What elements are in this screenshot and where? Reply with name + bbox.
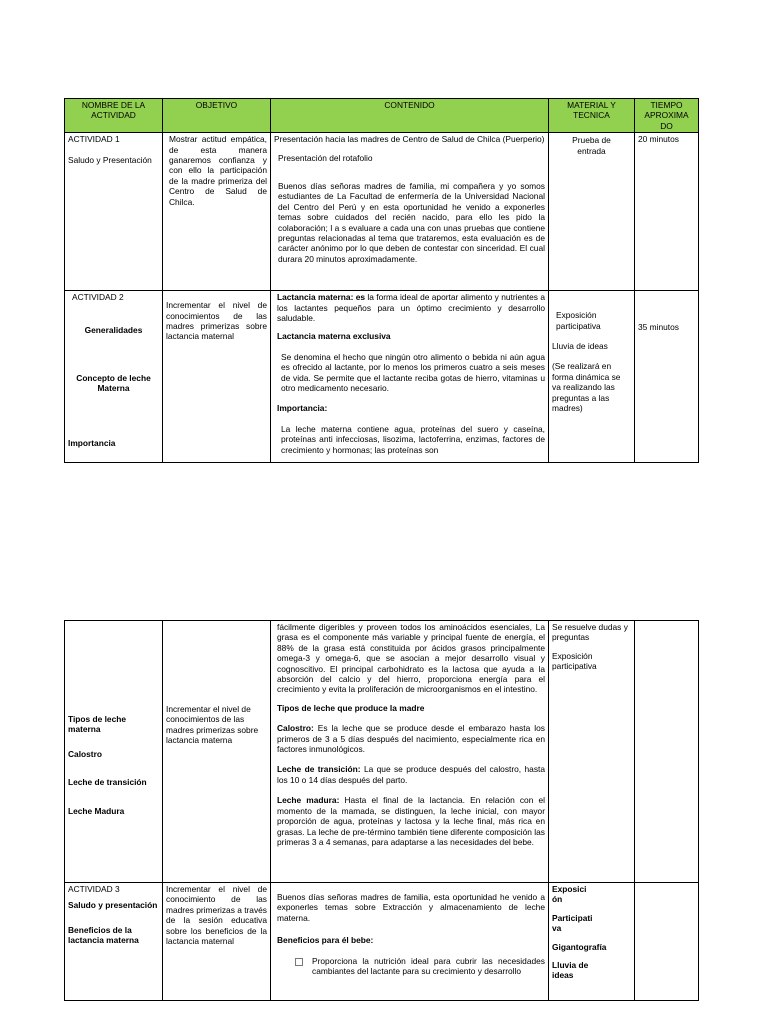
time-cell: 20 minutos — [635, 133, 699, 291]
content-paragraph: La leche materna contiene agua, proteínas del suero y caseína, proteínas anti infecciosas, lisozima, lactoferrina, enzimas, factores de crecimiento y hormonas; las proteínas son — [281, 423, 545, 455]
content-heading: Importancia: — [277, 403, 328, 414]
table-row — [65, 621, 699, 883]
time-cell — [635, 291, 699, 463]
topic-label: Calostro — [68, 748, 102, 759]
content-paragraph: fácilmente digeribles y proveen todos los aminoácidos esenciales, La grasa es el componente más variable y principal fuente de energía, el 88% de la grasa está constituida por ácidos grasos principalmente omega-3 y omega-6, que se asocian a mejor desarrollo visual y cognoscitivo. El principal carbohidrato es la lactosa que ayuda a la absorción del calcio y del hierro, proporciona energía para el crecimiento y evita la proliferación de microorganismos en el intestino. — [277, 622, 545, 695]
material-cell — [549, 883, 635, 1001]
content-cell — [271, 133, 549, 291]
content-bold: Leche de transición: — [277, 764, 361, 775]
topic-label: Importancia — [68, 437, 116, 448]
content-paragraph: Se denomina el hecho que ningún otro alimento o bebida ni aún agua es ofrecido al lactante, por lo menos los primeros cuatro a seis meses de vida. Se permite que el lactante reciba gotas de hierro, vitaminas u otro medicamento necesario. — [281, 351, 545, 394]
content-text: La que se produce después del calostro, hasta los 10 o 14 días después del parto. — [277, 764, 545, 785]
material-item: Gigantografía — [552, 941, 607, 952]
activity-label: ACTIVIDAD 3 — [68, 884, 120, 894]
topic-label: Concepto de leche Materna — [76, 373, 151, 394]
topic-label: Tipos de leche materna — [68, 714, 127, 735]
content-cell — [271, 621, 549, 883]
content-paragraph — [277, 723, 545, 754]
material-cell — [549, 621, 635, 883]
time-value: 35 minutos — [638, 322, 679, 333]
content-cell — [271, 883, 549, 1001]
time-cell — [635, 883, 699, 1001]
activity-cell — [65, 133, 163, 291]
content-bold: Calostro: — [277, 723, 314, 734]
material-item: Lluvia de ideas — [552, 341, 608, 352]
bullet-item — [277, 956, 545, 977]
material-cell: Prueba de entrada — [549, 133, 635, 291]
material-item: Participati va — [552, 912, 593, 934]
header-content: CONTENIDO — [271, 99, 549, 133]
plan-table-page1 — [64, 98, 699, 463]
objective-cell: Incrementar el nivel de conocimiento de las madres primerizas a través de la sesión educativa sobre los beneficios de la lactancia maternal — [163, 883, 271, 1001]
content-paragraph: Buenos días señoras madres de familia, esta oportunidad he venido a exponerles temas sobre Extracción y almacenamiento de leche materna. — [277, 892, 545, 923]
content-heading: Lactancia materna exclusiva — [277, 331, 391, 342]
topic-label: Generalidades — [84, 324, 143, 335]
activity-cell — [65, 883, 163, 1001]
checkbox-bullet-icon — [295, 958, 303, 966]
bullet-text: Proporciona la nutrición ideal para cubrir las necesidades cambiantes del lactante para su crecimiento y desarrollo — [312, 955, 545, 977]
header-time: TIEMPO APROXIMA DO — [635, 99, 699, 133]
activity-topic: Saludo y Presentación — [68, 154, 152, 165]
activity-label: ACTIVIDAD 1 — [68, 134, 120, 145]
material-item: Exposición participativa — [552, 650, 597, 672]
content-paragraph: Presentación del rotafolio — [278, 152, 373, 163]
activity-cell — [65, 291, 163, 463]
objective-cell: Mostrar actitud empática, de esta manera ganaremos confianza y con ello la participación de la madre primeriza del Centro de Salud de Chilca. — [163, 133, 271, 291]
table-row — [65, 883, 699, 1001]
header-row — [65, 99, 699, 133]
topic-label: Beneficios de la lactancia materna — [68, 924, 139, 946]
objective-cell — [163, 621, 271, 883]
content-text: Hasta el final de la lactancia. En relación con el momento de la mamada, se distinguen, la leche inicial, con mayor proporción de agua, proteínas y lactosa y la leche final, más rica en grasas. La leche de pre-término también tiene diferente composición las primeras 3 a 4 semanas, para adaptarse a las necesidades del bebe. — [277, 795, 545, 847]
material-item: Lluvia de ideas — [552, 960, 589, 981]
plan-table-page2 — [64, 620, 699, 1001]
topic-label: Leche Madura — [68, 805, 125, 816]
content-paragraph: Presentación hacia las madres de Centro de Salud de Chilca (Puerperio) — [274, 134, 545, 145]
content-text: la forma ideal de aportar alimento y nutrientes a los lactantes pequeños para un óptimo crecimiento y desarrollo saludable. — [277, 292, 545, 324]
table-row — [65, 291, 699, 463]
time-cell — [635, 621, 699, 883]
material-item: Exposición participativa — [556, 310, 601, 331]
content-paragraph — [277, 795, 545, 847]
header-material: MATERIAL Y TECNICA — [549, 99, 635, 133]
topic-label: Saludo y presentación — [68, 900, 158, 911]
content-heading: Beneficios para él bebe: — [277, 935, 374, 946]
content-cell — [271, 291, 549, 463]
header-objective: OBJETIVO — [163, 99, 271, 133]
material-item: Exposici ón — [552, 884, 587, 905]
activity-label: ACTIVIDAD 2 — [72, 292, 124, 303]
material-item: Se resuelve dudas y preguntas — [552, 622, 628, 643]
header-activity-name: NOMBRE DE LA ACTIVIDAD — [65, 99, 163, 133]
activity-cell — [65, 621, 163, 883]
content-text: Es la leche que se produce desde el embarazo hasta los primeros de 3 a 5 días después del nacimiento, especialmente rica en factores inmunológicos. — [277, 723, 545, 755]
objective-text: Incrementar el nivel de conocimientos de las madres primerizas sobre lactancia materna — [166, 704, 259, 746]
objective-cell — [163, 291, 271, 463]
content-paragraph — [277, 292, 545, 323]
material-cell — [549, 291, 635, 463]
material-item: (Se realizará en forma dinámica se va realizando las preguntas a las madres) — [552, 361, 621, 414]
objective-text: Incrementar el nivel de conocimientos de las madres primerizas sobre lactancia maternal — [166, 300, 267, 342]
content-bold: Lactancia materna: es — [277, 292, 366, 303]
table-row — [65, 133, 699, 291]
topic-label: Leche de transición — [68, 777, 147, 788]
content-heading: Tipos de leche que produce la madre — [277, 702, 425, 713]
content-paragraph: Buenos días señoras madres de familia, mi compañera y yo somos estudiantes de La Facultad de enfermería de la Universidad Nacional del Centro del Perú y en esta oportunidad he venido a exponerles temas sobre cuidados del recién nacido, para ello les pido la colaboración; l a s evaluare a cada una con unas pruebas que contiene preguntas relacionadas al tema que trataremos, esta evaluación es de carácter anónimo por lo que deben de contestar con sinceridad. El cual durara 20 minutos aproximadamente. — [278, 181, 545, 264]
content-bold: Leche madura: — [277, 795, 340, 806]
content-paragraph — [277, 764, 545, 785]
